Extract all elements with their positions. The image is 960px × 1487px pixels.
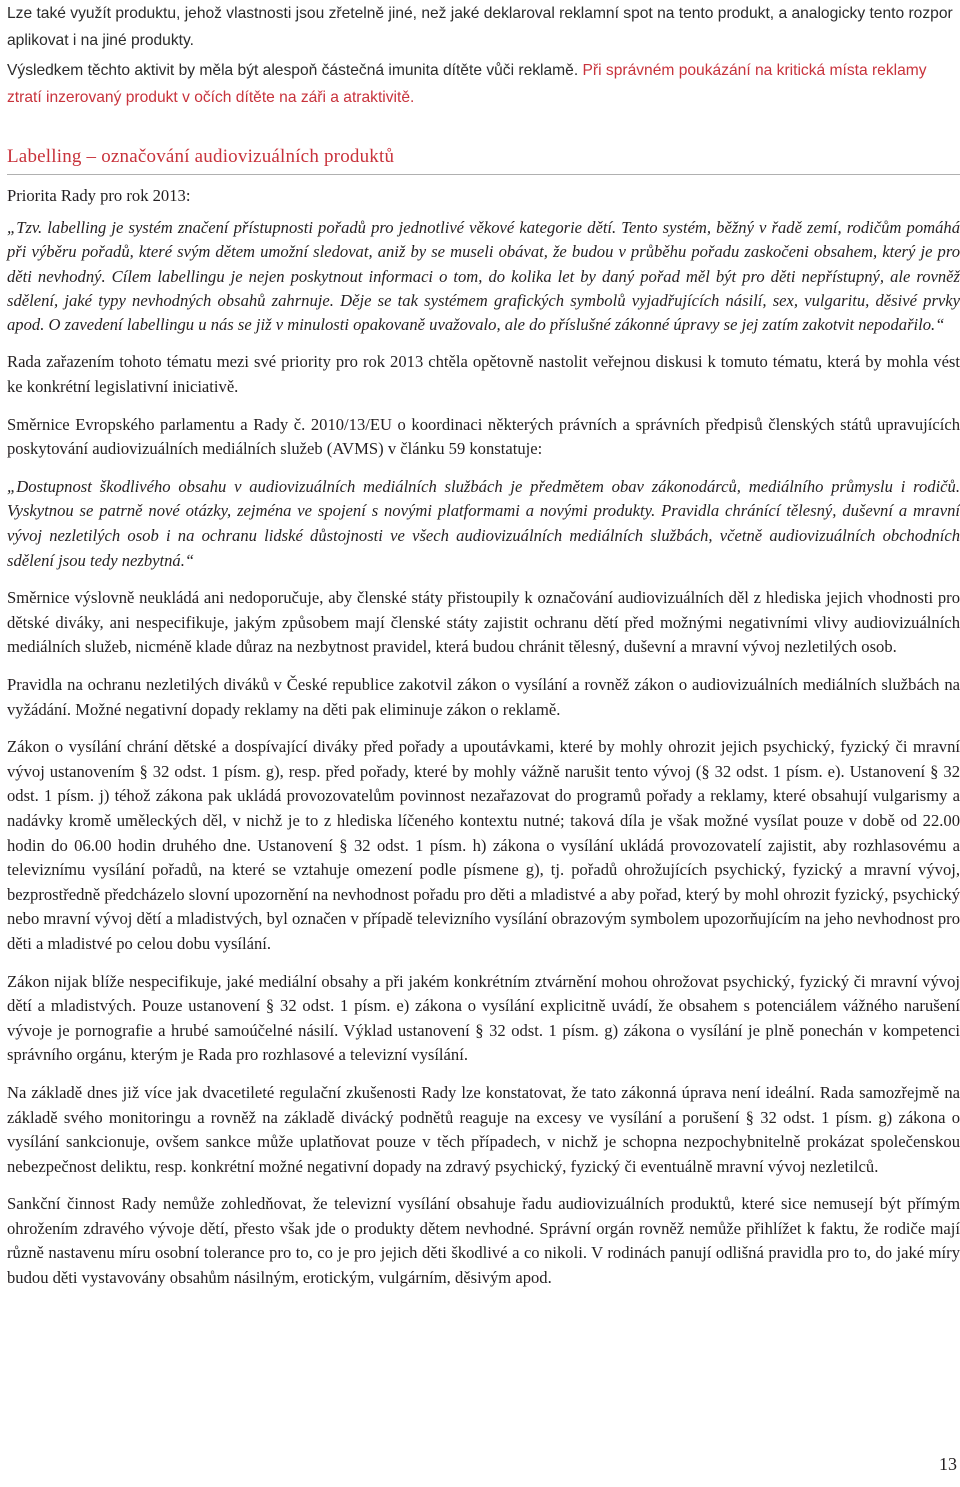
- heading-divider: [7, 174, 960, 175]
- intro-paragraph-2: [7, 57, 960, 111]
- nazaklade-paragraph: Na základě dnes již více jak dvacetileté regulační zkušenosti Rady lze konstatovat, že tato zákonná úprava není ideální. Rada samozřejmě na základě svého monitoringu a rovněž na základě divácký podnětů reaguje na excesy ve vysílání a porušení § 32 odst. 1 písm. g) zákona o vysílání sankcionuje, ovšem sankce může uplatňovat pouze v těch případech, v nichž je schopna nezpochybnitelně prokázat společenskou nebezpečnost deliktu, resp. konkrétní možné negativní dopady na zdravý psychický, fyzický či eventuálně mravní vývoj nezletilců.: [7, 1082, 960, 1176]
- labelling-quote: „Tzv. labelling je systém značení přístupnosti pořadů pro jednotlivé věkové kategorie dětí. Tento systém, běžný v řadě zemí, rodičům pomáhá při výběru pořadů, které svým dětem umožní sledovat, aniž by se museli obávat, že budou v průběhu pořadu zaskočeni obsahem, který je pro děti nevhodný. Cílem labellingu je nejen poskytnout informaci o tom, do kolika let by daný pořad měl být pro děti nepřístupný, ale rovněž sdělení, jaké typy nevhodných obsahů zahrnuje. Děje se tak systémem grafických symbolů vyjadřujících násilí, sex, vulgaritu, děsivé prvky apod. O zavedení labellingu u nás se již v minulosti opakovaně uvažovalo, ale do příslušné zákonné úpravy se jej zatím zakotvit nepodařilo.“: [7, 218, 960, 335]
- intro-paragraph-2-lead: Výsledkem těchto aktivit by měla být alespoň částečná imunita dítěte vůči reklamě.: [7, 62, 579, 79]
- zakon-paragraph: Zákon o vysílání chrání dětské a dospívající diváky před pořady a upoutávkami, které by mohly ohrozit jejich psychický, fyzický či mravní vývoj ustanovením § 32 odst. 1 písm. g), resp. před pořady, které by mohly vážně narušit tento vývoj (§ 32 odst. 1 písm. e). Ustanovení § 32 odst. 1 písm. j) téhož zákona pak ukládá provozovatelům povinnost nezařazovat do programů pořady a reklamy, které obsahují vulgarismy a nadávky kromě uměleckých děl, v nichž je to z hlediska líčeného kontextu nutné; taková díla je však možné vysílat pouze v době od 22.00 hodin do 06.00 hodin druhého dne. Ustanovení § 32 odst. 1 písm. h) zákona o vysílání ukládá provozovatelí zajistit, aby rozhlasovému a televiznímu vysílání pořadů, na které se vztahuje omezení podle písmene g), tj. pořadů ohrožujících psychický, fyzický a mravní vývoj, bezprostředně předcházelo slovní upozornění na nevhodnost pořadu pro děti a mladistvé a aby pořad, který by mohl ohrozit fyzický, psychický nebo mravní vývoj dětí a mladistvých, byl označen v případě televizního vysílání obrazovým symbolem upozorňujícím na jeho nevhodnost pro děti a mladistvé po celou dobu vysílání.: [7, 737, 960, 953]
- priority-label: Priorita Rady pro rok 2013:: [7, 186, 191, 205]
- nijak-paragraph: Zákon nijak blíže nespecifikuje, jaké mediální obsahy a při jakém konkrétním ztvárnění mohou ohrožovat psychický, fyzický či mravní vývoj dětí a mladistvých. Pouze ustanovení § 32 odst. 1 písm. e) zákona o vysílání explicitně uvádí, že obsahem s potenciálem vážného narušení vývoje je pornografie a hrubé samoúčelné násilí. Výklad ustanovení § 32 odst. 1 písm. g) zákona o vysílání je plně ponechán v kompetenci správního orgánu, kterým je Rada pro rozhlasové a televizní vysílání.: [7, 971, 960, 1065]
- intro-paragraph-2-red: Při správném poukázání na kritická místa reklamy ztratí inzerovaný produkt v očích dítěte na záři a atraktivitě.: [7, 62, 927, 106]
- intro-paragraph-1: Lze také využít produktu, jehož vlastnosti jsou zřetelně jiné, než jaké deklaroval reklamní spot na tento produkt, a analogicky tento rozpor aplikovat i na jiné produkty.: [7, 5, 953, 49]
- pravidla-paragraph: Pravidla na ochranu nezletilých diváků v České republice zakotvil zákon o vysílání a rovněž zákon o audiovizuálních mediálních službách na vyžádání. Možné negativní dopady reklamy na děti pak eliminuje zákon o reklamě.: [7, 675, 960, 719]
- sankcni-paragraph: Sankční činnost Rady nemůže zohledňovat, že televizní vysílání obsahuje řadu audiovizuálních produktů, které sice nemusejí být přímým ohrožením zdravého vývoje dětí, přesto však jde o produkty dětem nevhodné. Správní orgán rovněž nemůže přihlížet k faktu, že rodiče mají různě nastavenu míru osobní tolerance pro to, co je pro jejich děti škodlivé a co nikoli. V rodinách panují odlišná pravidla pro to, do jaké míry budou děti vystavovány obsahům násilným, erotickým, vulgárním, děsivým apod.: [7, 1194, 960, 1288]
- directive-quote: „Dostupnost škodlivého obsahu v audiovizuálních mediálních službách je předmětem obav zákonodárců, mediálního průmyslu i rodičů. Vyskytnou se patrně nové otázky, zejména ve spojení s novými platformami a novými produkty. Pravidla chránící tělesný, duševní a mravní vývoj nezletilých osob i na ochranu lidské důstojnosti ve všech audiovizuálních mediálních službách, včetně audiovizuálních obchodních sdělení jsou tedy nezbytná.“: [7, 476, 960, 570]
- section-body: [7, 179, 960, 1291]
- rada-paragraph: Rada zařazením tohoto tématu mezi své priority pro rok 2013 chtěla opětovně nastolit veřejnou diskusi k tomuto tématu, která by mohla vést ke konkrétní legislativní iniciativě.: [7, 352, 960, 397]
- section-heading: Labelling – označování audiovizuálních produktů: [7, 146, 395, 167]
- smernice-paragraph: Směrnice Evropského parlamentu a Rady č. 2010/13/EU o koordinaci některých právních a správních předpisů členských států upravujících poskytování audiovizuálních mediálních služeb (AVMS) v článku 59 konstatuje:: [7, 414, 960, 459]
- intro-text: [7, 0, 960, 111]
- page-number: 13: [939, 1454, 957, 1474]
- smernice-paragraph-2: Směrnice výslovně neukládá ani nedoporučuje, aby členské státy přistoupily k označování audiovizuálních děl z hlediska jejich vhodnosti pro dětské diváky, ani nespecifikuje, jakým způsobem mají členské státy zajistit ochranu dětí před možnými negativními vlivy audiovizuálních mediálních služeb, nicméně klade důraz na nezbytnost pravidel, která budou chránit tělesný, duševní a mravní vývoj nezletilých osob.: [7, 588, 960, 657]
